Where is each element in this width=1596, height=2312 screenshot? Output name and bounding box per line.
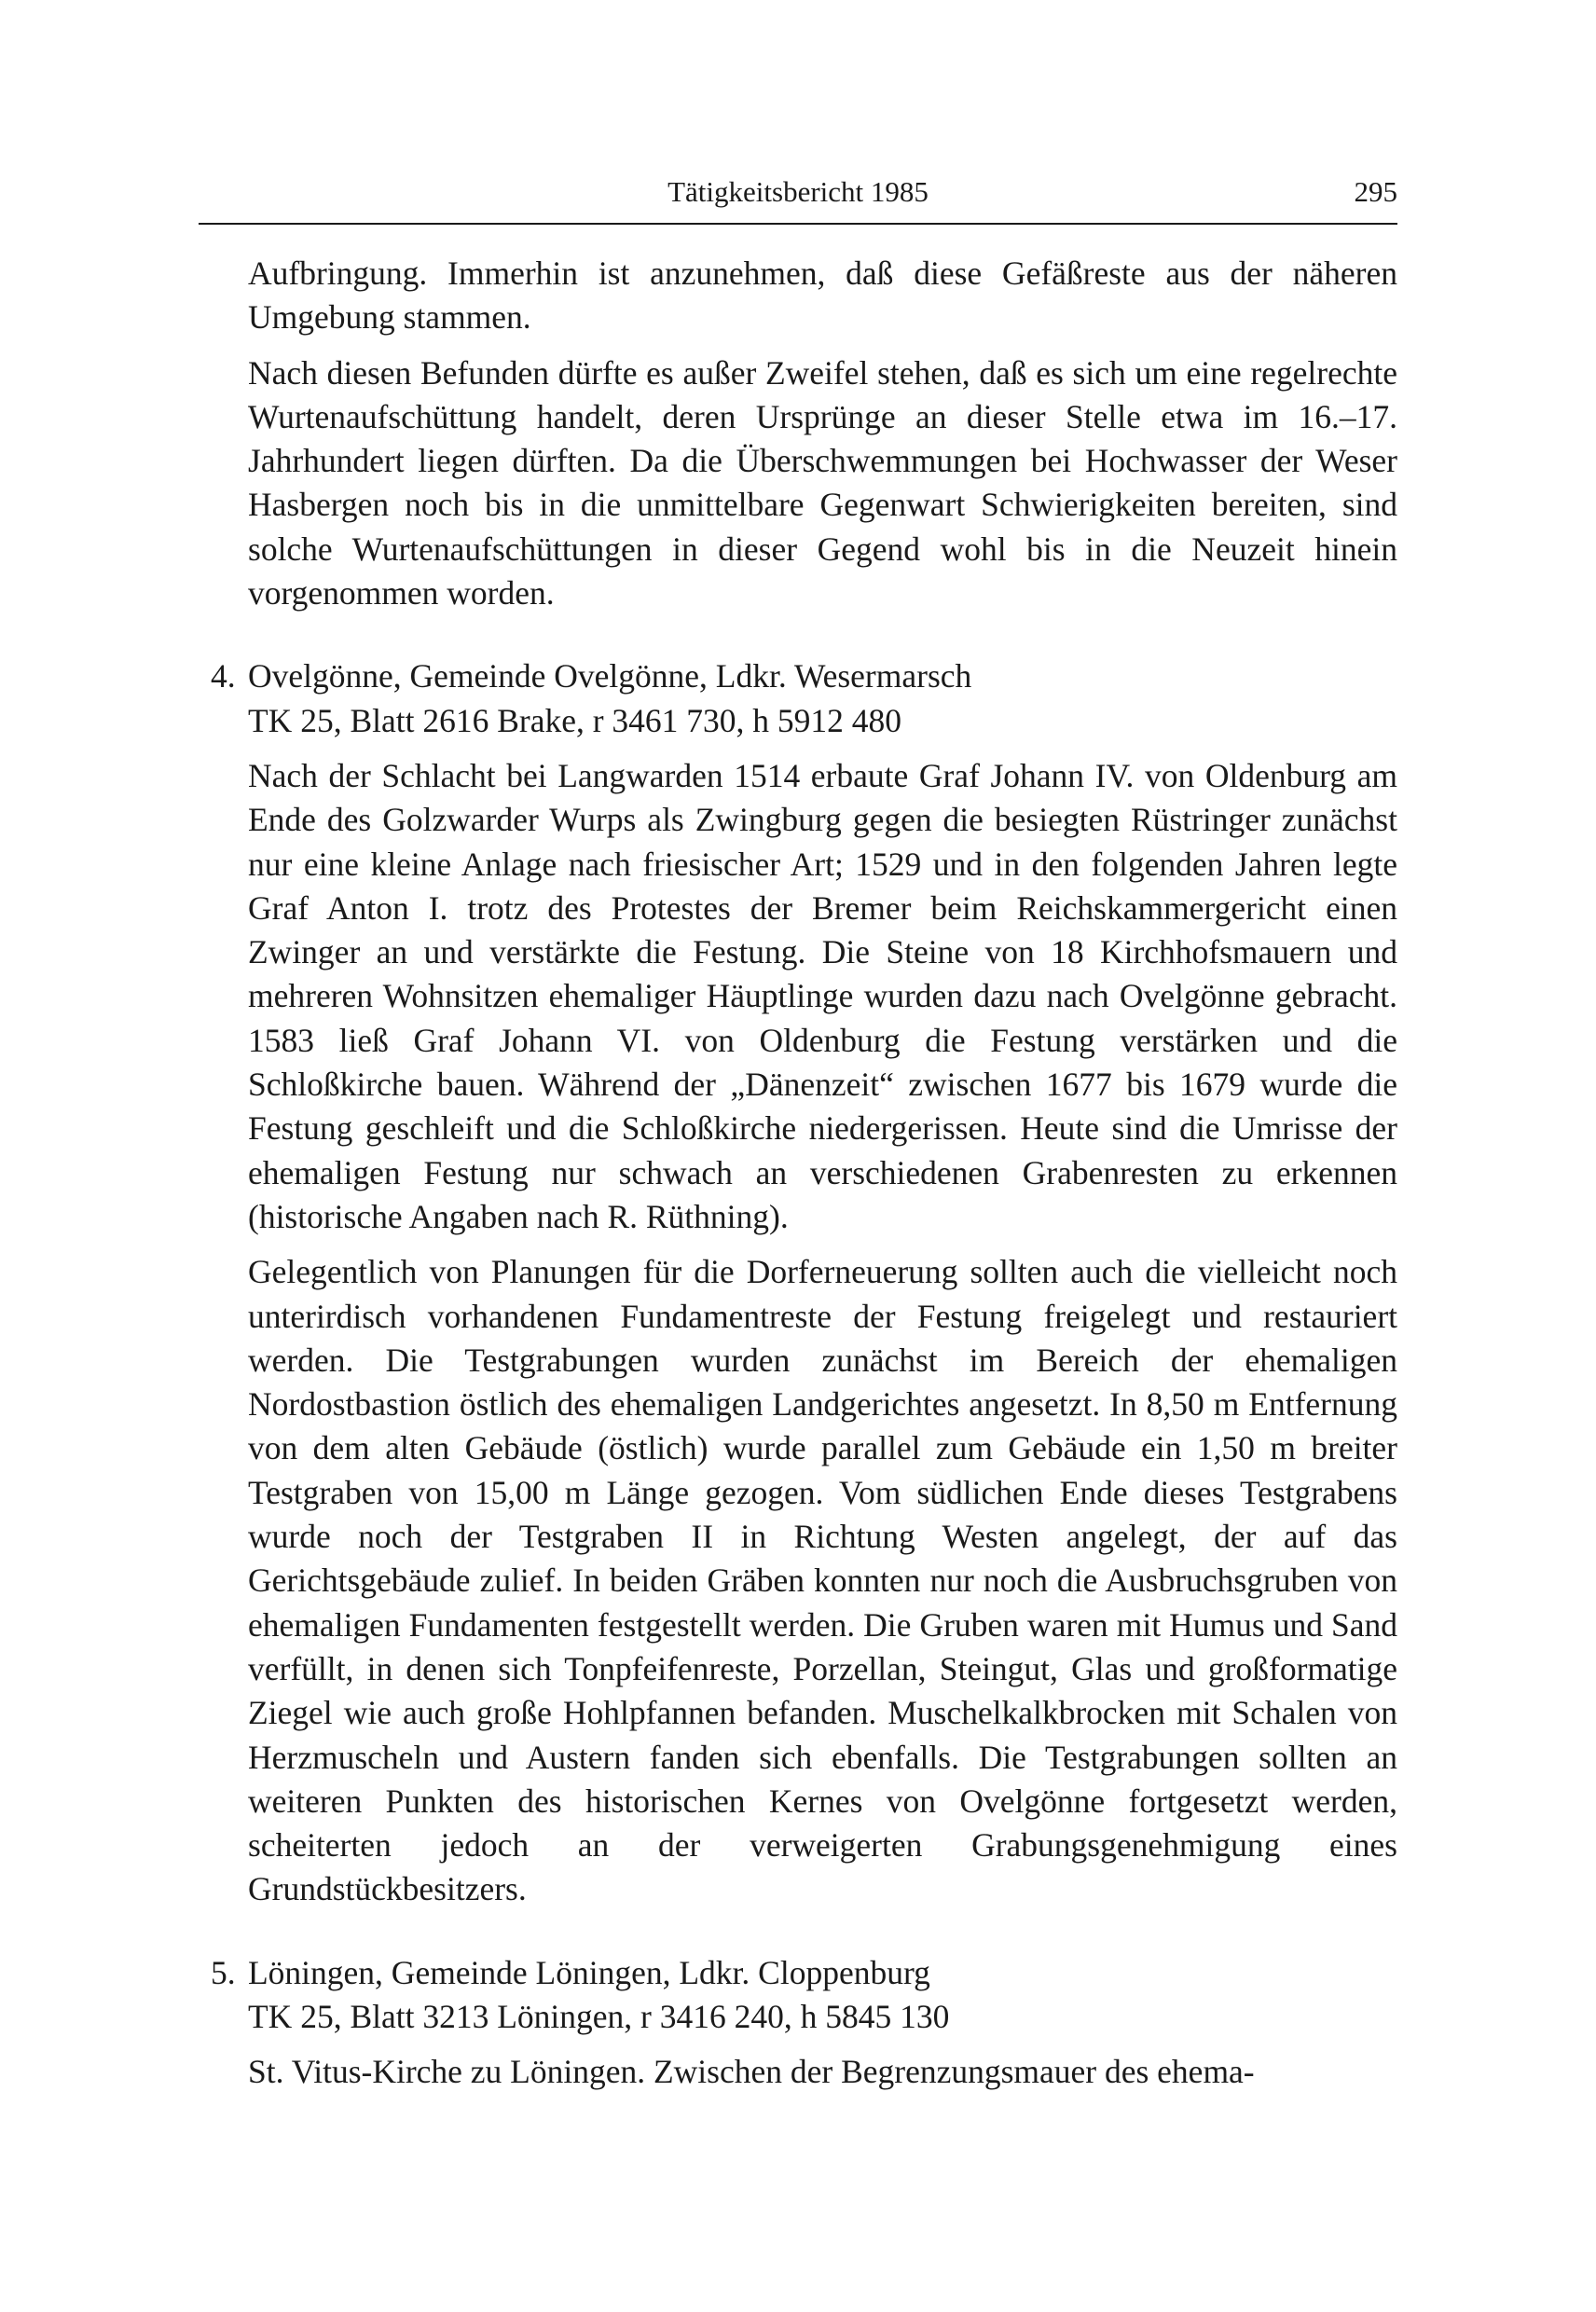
paragraph: Nach der Schlacht bei Langwarden 1514 erbaute Graf Johann IV. von Oldenburg am Ende des Golzwarder Wurps als Zwingburg gegen die besiegten Rüstringer zunächst nur eine kleine Anlage nach friesischer Art; 1529 und in den folgenden Jahren legte Graf Anton I. trotz des Protestes der Bremer beim Reichskammergericht einen Zwinger an und verstärkte die Festung. Die Steine von 18 Kirchhofsmauern und mehreren Wohnsitzen ehemaliger Häuptlinge wurden dazu nach Ovelgönne gebracht. 1583 ließ Graf Johann VI. von Oldenburg die Festung verstärken und die Schloßkirche bauen. Während der „Dänenzeit“ zwischen 1677 bis 1679 wurde die Festung geschleift und die Schloßkirche niedergerissen. Heute sind die Umrisse der ehemaligen Festung nur schwach an verschiedenen Grabenresten zu erkennen (historische Angaben nach R. Rüthning). [248,756,1397,1235]
running-title: Tätigkeitsbericht 1985 [667,175,929,208]
entry-heading: Löningen, Gemeinde Löningen, Ldkr. Cloppenburg [248,1953,930,1991]
body-text [211,252,1397,2106]
page-number: 295 [1354,175,1397,208]
entry-heading: Ovelgönne, Gemeinde Ovelgönne, Ldkr. Wesermarsch [248,657,972,695]
paragraph: St. Vitus-Kirche zu Löningen. Zwischen der Begrenzungsmauer des ehema- [248,2053,1255,2091]
entry-number: 5. [211,1953,236,1991]
running-head [199,173,1397,216]
header-rule [199,223,1397,225]
site-entry-loeningen [211,1951,1397,2095]
map-reference: TK 25, Blatt 2616 Brake, r 3461 730, h 5912 480 [248,701,902,739]
paragraph: Aufbringung. Immerhin ist anzunehmen, daß diese Gefäßreste aus der näheren Umgebung stammen. [248,255,1397,337]
site-entry-ovelgoenne [211,654,1397,1911]
map-reference: TK 25, Blatt 3213 Löningen, r 3416 240, h 5845 130 [248,1997,950,2035]
paragraph: Nach diesen Befunden dürfte es außer Zweifel stehen, daß es sich um eine regelrechte Wurtenaufschüttung handelt, deren Ursprünge an dieser Stelle etwa im 16.–17. Jahrhundert liegen dürften. Da die Überschwemmungen bei Hochwasser der Weser Hasbergen noch bis in die unmittelbare Gegenwart Schwierigkeiten bereiten, sind solche Wurtenaufschüttungen in dieser Gegend wohl bis in die Neuzeit hinein vorgenommen worden. [248,353,1397,612]
paragraph: Gelegentlich von Planungen für die Dorferneuerung sollten auch die vielleicht noch unterirdisch vorhandenen Fundamentreste der Festung freigelegt und restauriert werden. Die Testgrabungen wurden zunächst im Bereich der ehemaligen Nordostbastion östlich des ehemaligen Landgerichtes angesetzt. In 8,50 m Entfernung von dem alten Gebäude (östlich) wurde parallel zum Gebäude ein 1,50 m breiter Testgraben von 15,00 m Länge gezogen. Vom südlichen Ende dieses Testgrabens wurde noch der Testgraben II in Richtung Westen angelegt, der auf das Gerichtsgebäude zulief. In beiden Gräben konnten nur noch die Ausbruchsgruben von ehemaligen Fundamenten festgestellt werden. Die Gruben waren mit Humus und Sand verfüllt, in denen sich Tonpfeifenreste, Porzellan, Steingut, Glas und großformatige Ziegel wie auch große Hohlpfannen befanden. Muschelkalkbrocken mit Schalen von Herzmuscheln und Austern fanden sich ebenfalls. Die Testgrabungen sollten an weiteren Punkten des historischen Kernes von Ovelgönne fortgesetzt werden, scheiterten jedoch an der verweigerten Grabungsgenehmigung eines Grundstückbesitzers. [248,1253,1397,1908]
entry-number: 4. [211,657,236,695]
